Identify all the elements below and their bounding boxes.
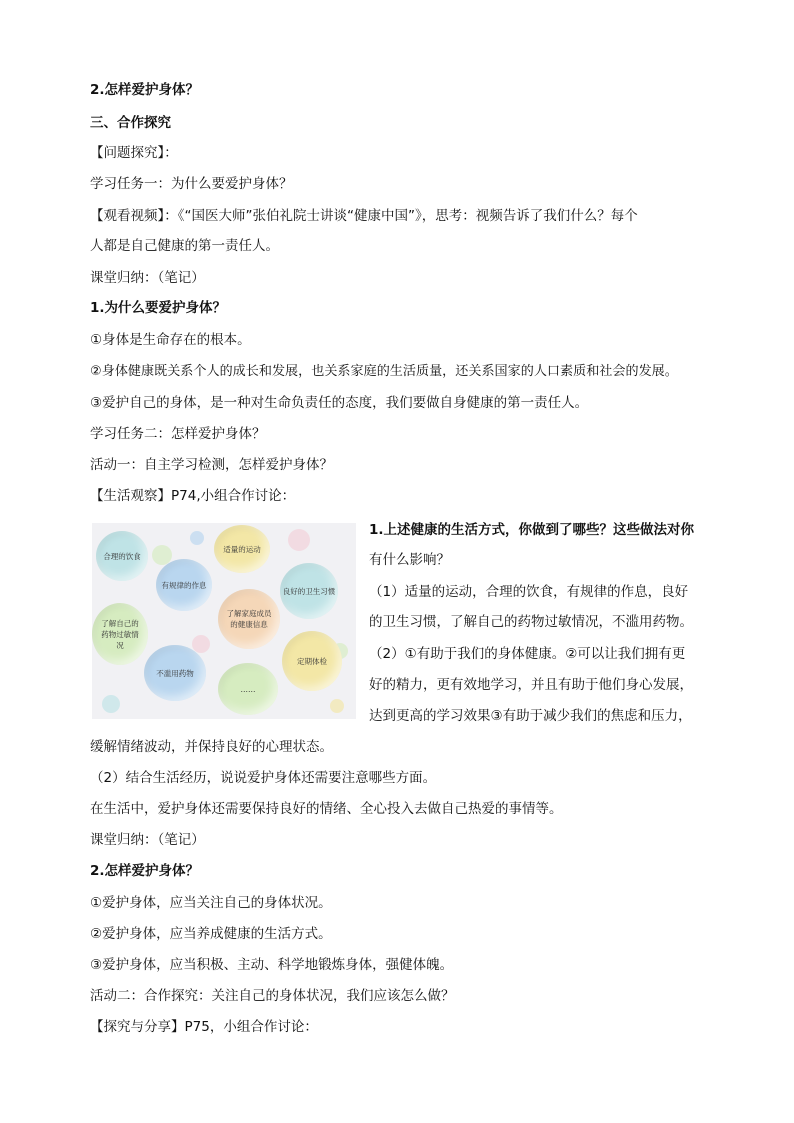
question-1-line1: 1.上述健康的生活方式，你做到了哪些？这些做法对你 bbox=[369, 522, 695, 538]
decor-bubble bbox=[288, 529, 310, 551]
bubble-no-drug-abuse: 不滥用药物 bbox=[144, 645, 206, 701]
answer-2-line2: 好的精力，更有效地学习，并且有助于他们身心发展， bbox=[369, 677, 693, 693]
answer-1-line2: 的卫生习惯，了解自己的药物过敏情况，不滥用药物。 bbox=[369, 614, 693, 630]
decor-bubble bbox=[330, 699, 344, 713]
bubble-moderate-exercise: 适量的运动 bbox=[214, 525, 270, 573]
activity-one-title: 活动一：自主学习检测，怎样爱护身体？ bbox=[90, 457, 333, 473]
summary-point-3: ③爱护身体，应当积极、主动、科学地锻炼身体，强健体魄。 bbox=[90, 957, 454, 973]
point-1: ①身体是生命存在的根本。 bbox=[90, 332, 251, 348]
decor-bubble bbox=[190, 531, 204, 545]
problem-inquiry-label: 【问题探究】： bbox=[90, 145, 178, 161]
answer-1-line1: （1）适量的运动，合理的饮食，有规律的作息，良好 bbox=[369, 584, 689, 600]
task-two-title: 学习任务二：怎样爱护身体？ bbox=[90, 426, 266, 442]
bubble-balanced-diet: 合理的饮食 bbox=[96, 531, 148, 581]
healthy-lifestyle-figure bbox=[92, 523, 356, 719]
summary-heading-2: 2.怎样爱护身体？ bbox=[90, 863, 200, 879]
bubble-ellipsis: …… bbox=[218, 663, 278, 715]
summary-point-1: ①爱护身体，应当关注自己的身体状况。 bbox=[90, 895, 332, 911]
summary-point-2: ②爱护身体，应当养成健康的生活方式。 bbox=[90, 926, 332, 942]
bubble-regular-checkup: 定期体检 bbox=[282, 631, 342, 691]
question-2: （2）结合生活经历，说说爱护身体还需要注意哪些方面。 bbox=[90, 770, 437, 786]
bubble-family-health-info: 了解家庭成员的健康信息 bbox=[218, 589, 280, 649]
explore-share-label: 【探究与分享】P75，小组合作讨论： bbox=[90, 1019, 318, 1035]
bubble-drug-allergy: 了解自己的药物过敏情况 bbox=[92, 603, 148, 665]
class-summary-label: 课堂归纳：（笔记） bbox=[90, 270, 205, 286]
summary-heading-1: 1.为什么要爱护身体？ bbox=[90, 300, 227, 316]
answer-2-line4: 缓解情绪波动，并保持良好的心理状态。 bbox=[90, 739, 333, 755]
bubble-hygiene-habits: 良好的卫生习惯 bbox=[280, 563, 338, 619]
bubble-regular-routine: 有规律的作息 bbox=[156, 559, 212, 611]
answer-question-2: 在生活中，爱护身体还需要保持良好的情绪、全心投入去做自己热爱的事情等。 bbox=[90, 801, 563, 817]
section-heading-cooperative: 三、合作探究 bbox=[90, 115, 171, 131]
class-summary-label-2: 课堂归纳：（笔记） bbox=[90, 832, 205, 848]
video-prompt-cont: 人都是自己健康的第一责任人。 bbox=[90, 238, 279, 254]
video-prompt: 【观看视频】：《“国医大师”张伯礼院士讲谈“健康中国”》，思考：视频告诉了我们什么？每个 bbox=[90, 208, 638, 224]
question-heading-2: 2.怎样爱护身体？ bbox=[90, 82, 200, 98]
question-1-line2: 有什么影响？ bbox=[369, 552, 450, 568]
decor-bubble bbox=[192, 635, 210, 653]
point-3: ③爱护自己的身体，是一种对生命负责任的态度，我们要做自身健康的第一责任人。 bbox=[90, 395, 589, 411]
activity-two-title: 活动二：合作探究：关注自己的身体状况，我们应该怎么做？ bbox=[90, 988, 455, 1004]
point-2: ②身体健康既关系个人的成长和发展，也关系家庭的生活质量，还关系国家的人口素质和社会的发展。 bbox=[90, 364, 678, 379]
answer-2-line1: （2）①有助于我们的身体健康。②可以让我们拥有更 bbox=[369, 646, 686, 662]
task-one-title: 学习任务一：为什么要爱护身体？ bbox=[90, 176, 293, 192]
life-observation-label: 【生活观察】P74,小组合作讨论： bbox=[90, 488, 296, 504]
decor-bubble bbox=[102, 695, 120, 713]
answer-2-line3: 达到更高的学习效果③有助于减少我们的焦虑和压力， bbox=[369, 708, 692, 724]
